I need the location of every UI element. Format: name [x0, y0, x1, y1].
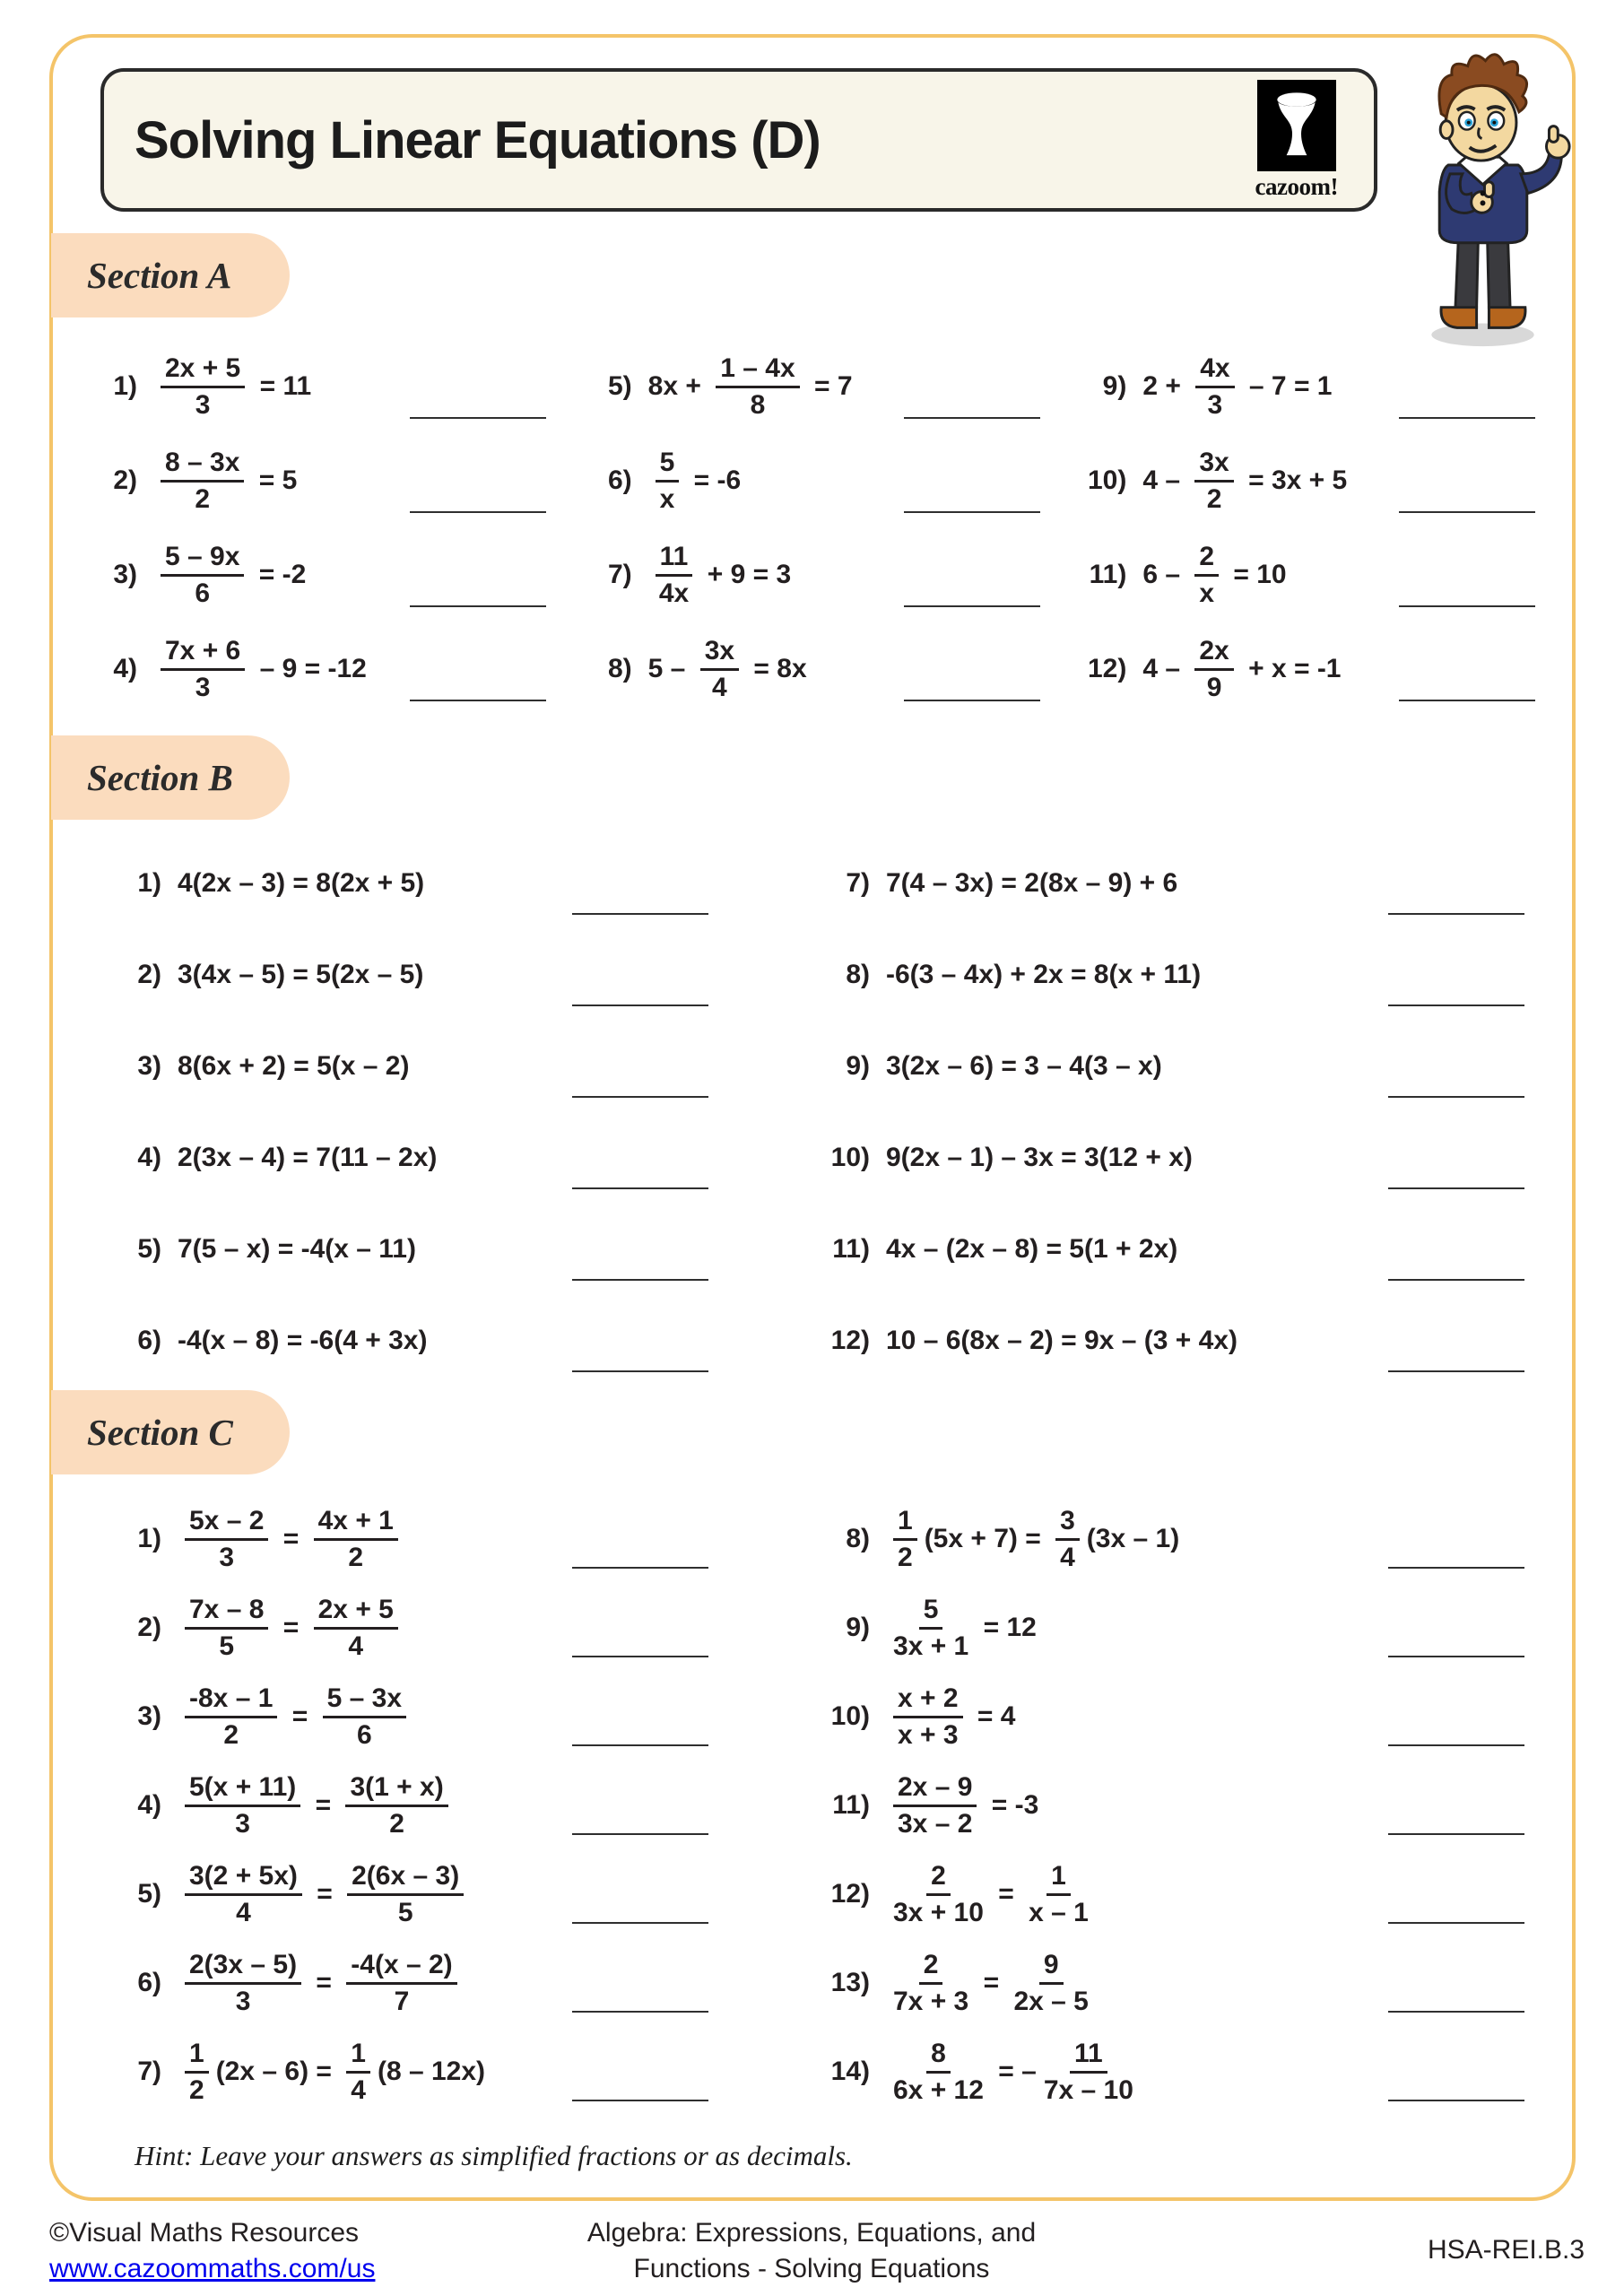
answer-line: [1399, 700, 1535, 701]
equation-item: [94, 1849, 803, 1938]
equation-item: [803, 1021, 1574, 1112]
equation-text: =: [284, 1700, 316, 1731]
equation: [153, 543, 306, 607]
equation: [178, 1862, 471, 1926]
footer-center: [448, 2215, 1175, 2287]
equation-item: [94, 1204, 803, 1295]
question-number: 1): [137, 868, 161, 898]
fraction: $\frac{5x - 2}{3}$: [185, 1507, 268, 1571]
question-number: 10): [830, 1143, 870, 1172]
fraction: $\frac{1}{2}$: [893, 1507, 917, 1571]
question-number: 1): [113, 370, 137, 401]
fraction: $\frac{3(1 + x)}{2}$: [345, 1773, 447, 1838]
equation-text: = 5: [251, 465, 298, 495]
equation: [648, 448, 742, 513]
title-box: [100, 68, 1377, 212]
page-title: Solving Linear Equations (D): [135, 110, 821, 170]
hint-text: Hint: Leave your answers as simplified fractions or as decimals.: [135, 2140, 853, 2171]
equation-item: [1065, 339, 1560, 433]
equation: [178, 1951, 465, 2015]
fraction: $\frac{2x + 5}{3}$: [161, 354, 245, 419]
answer-line: [1399, 511, 1535, 513]
fraction: $\frac{2x + 5}{4}$: [314, 1596, 398, 1660]
fraction: $\frac{2}{x}$: [1194, 543, 1219, 607]
fraction: $\frac{2x}{9}$: [1194, 637, 1233, 701]
question-number: 14): [830, 2056, 870, 2086]
answer-line: [1388, 1567, 1524, 1569]
equation-item: [803, 1672, 1574, 1761]
answer-line: [904, 417, 1040, 419]
answer-line: [572, 1922, 708, 1924]
fraction: $\frac{4x + 1}{2}$: [314, 1507, 398, 1571]
question-number: 1): [137, 1523, 161, 1553]
equation-item: [94, 2027, 803, 2116]
website-link[interactable]: www.cazoommaths.com/us: [49, 2254, 376, 2283]
equation-item: [1065, 622, 1560, 716]
question-number: 5): [137, 1878, 161, 1909]
equation-text: 4 –: [1142, 465, 1188, 495]
question-number: 3): [137, 1051, 161, 1081]
equation-text: = 10: [1226, 559, 1287, 589]
answer-line: [572, 1004, 708, 1006]
answer-line: [572, 913, 708, 915]
section-a-equations: [76, 339, 1560, 716]
section-b-label: Section B: [87, 757, 233, 798]
answer-line: [1388, 913, 1524, 915]
mascot-illustration: [1388, 41, 1578, 355]
equation-text: =: [275, 1523, 307, 1553]
fraction: $\frac{11}{7x - 10}$: [1043, 2038, 1133, 2105]
equation: [886, 1051, 1162, 1082]
answer-line: [1388, 1096, 1524, 1098]
equation-text: = -2: [251, 559, 307, 589]
equation-text: =: [308, 1878, 341, 1909]
equation: [153, 354, 311, 419]
answer-line: [572, 1096, 708, 1098]
equation-text: =: [308, 1789, 339, 1820]
equation: [886, 2039, 1141, 2104]
fraction: $\frac{1}{x - 1}$: [1029, 1860, 1089, 1927]
answer-line: [572, 1187, 708, 1189]
question-number: 2): [137, 960, 161, 989]
question-number: 8): [846, 960, 870, 989]
equation-item: [803, 1494, 1574, 1583]
equation-text: – 7 = 1: [1241, 370, 1333, 401]
fraction: $\frac{7x - 8}{5}$: [185, 1596, 268, 1660]
equation-text: =: [990, 1878, 1022, 1909]
question-number: 12): [830, 1326, 870, 1355]
answer-line: [1388, 1656, 1524, 1657]
question-number: 9): [846, 1612, 870, 1642]
answer-line: [410, 605, 546, 607]
question-number: 7): [607, 559, 632, 589]
equation-item: [571, 622, 1066, 716]
equation-item: [803, 1849, 1574, 1938]
equation-text: 3(2x – 6) = 3 – 4(3 – x): [886, 1051, 1162, 1081]
fraction: $\frac{5 - 9x}{6}$: [161, 543, 244, 607]
equation-item: [94, 1938, 803, 2027]
equation: [178, 1143, 437, 1173]
section-a-header: [51, 233, 290, 317]
equation-item: [571, 433, 1066, 527]
answer-line: [904, 700, 1040, 701]
equation: [178, 1326, 427, 1356]
fraction: $\frac{3(2 + 5x)}{4}$: [185, 1862, 302, 1926]
equation-text: 10 – 6(8x – 2) = 9x – (3 + 4x): [886, 1326, 1238, 1355]
answer-line: [1388, 1833, 1524, 1835]
fraction: $\frac{3}{4}$: [1055, 1507, 1080, 1571]
equation: [178, 2039, 485, 2104]
equation-text: (5x + 7) =: [924, 1523, 1049, 1553]
fraction: $\frac{2(3x - 5)}{3}$: [185, 1951, 301, 2015]
equation-item: [571, 339, 1066, 433]
equation-text: 5 –: [647, 653, 693, 683]
equation-text: 2(3x – 4) = 7(11 – 2x): [178, 1143, 438, 1172]
equation: [886, 1684, 1015, 1749]
answer-line: [572, 1833, 708, 1835]
equation-text: + 9 = 3: [699, 559, 792, 589]
equation-text: 7(4 – 3x) = 2(8x – 9) + 6: [886, 868, 1178, 898]
fraction: $\frac{1}{4}$: [346, 2039, 370, 2104]
equation: [886, 868, 1177, 899]
question-number: 7): [137, 2056, 161, 2086]
question-number: 7): [846, 868, 870, 898]
equation-text: + x = -1: [1240, 653, 1342, 683]
equation-text: 4(2x – 3) = 8(2x + 5): [178, 868, 425, 898]
equation-text: = 11: [252, 370, 312, 401]
equation: [886, 1862, 1096, 1926]
fraction: $\frac{x + 2}{x + 3}$: [893, 1684, 963, 1749]
equation-item: [94, 1021, 803, 1112]
answer-line: [572, 1744, 708, 1746]
equation-text: 2 +: [1142, 370, 1189, 401]
section-c-label: Section C: [87, 1412, 233, 1453]
equation-item: [803, 1761, 1574, 1849]
equation-text: 3(4x – 5) = 5(2x – 5): [178, 960, 424, 989]
equation: [178, 1234, 416, 1265]
question-number: 6): [137, 1967, 161, 1997]
answer-line: [1388, 1187, 1524, 1189]
fraction: $\frac{5 - 3x}{6}$: [323, 1684, 406, 1749]
section-b-equations: [94, 838, 1574, 1387]
equation-text: 6 –: [1142, 559, 1188, 589]
equation-item: [76, 622, 571, 716]
answer-line: [572, 2011, 708, 2013]
question-number: 4): [113, 653, 137, 683]
answer-line: [1388, 1744, 1524, 1746]
equation-text: 8(6x + 2) = 5(x – 2): [178, 1051, 410, 1081]
equation-item: [803, 838, 1574, 929]
equation: [648, 543, 791, 607]
fraction: $\frac{2x - 9}{3x - 2}$: [893, 1773, 977, 1838]
equation-item: [571, 527, 1066, 622]
section-c-header: [51, 1390, 290, 1474]
answer-line: [572, 1656, 708, 1657]
equation-text: (2x – 6) =: [215, 2056, 340, 2086]
answer-line: [1388, 2100, 1524, 2101]
footer-left: [49, 2215, 375, 2287]
equation-text: 7(5 – x) = -4(x – 11): [178, 1234, 416, 1264]
equation-item: [76, 339, 571, 433]
section-c-equations: [94, 1494, 1574, 2116]
fraction: $\frac{9}{2x - 5}$: [1013, 1949, 1089, 2016]
equation: [178, 960, 423, 990]
equation-item: [94, 929, 803, 1021]
question-number: 9): [846, 1051, 870, 1081]
answer-line: [572, 1567, 708, 1569]
fraction: $\frac{11}{4x}$: [656, 543, 693, 607]
equation-text: -6(3 – 4x) + 2x = 8(x + 11): [886, 960, 1202, 989]
equation: [886, 1234, 1177, 1265]
equation-item: [803, 1295, 1574, 1387]
fraction: $\frac{5}{3x + 1}$: [893, 1594, 969, 1661]
fraction: $\frac{-4(x - 2)}{7}$: [346, 1951, 456, 2015]
equation: [178, 868, 424, 899]
answer-line: [1388, 1279, 1524, 1281]
fraction: $\frac{4x}{3}$: [1195, 354, 1234, 419]
drum-icon: [1257, 80, 1336, 171]
equation-text: (8 – 12x): [377, 2056, 486, 2086]
equation: [648, 637, 807, 701]
answer-line: [572, 2100, 708, 2101]
equation-item: [803, 1112, 1574, 1204]
question-number: 6): [137, 1326, 161, 1355]
fraction: $\frac{1}{2}$: [185, 2039, 209, 2104]
fraction: $\frac{5}{x}$: [656, 448, 680, 513]
equation-text: = -6: [686, 465, 742, 495]
equation-item: [803, 2027, 1574, 2116]
equation-text: = –: [990, 2056, 1037, 2086]
equation-text: =: [308, 1967, 340, 1997]
question-number: 12): [1087, 653, 1127, 683]
equation: [886, 960, 1201, 990]
copyright-text: ©Visual Maths Resources: [49, 2218, 360, 2248]
equation: [886, 1773, 1038, 1838]
equation-text: = 8x: [746, 653, 807, 683]
fraction: $\frac{2}{7x + 3}$: [893, 1949, 969, 2016]
fraction: $\frac{1 - 4x}{8}$: [716, 354, 799, 419]
equation: [1142, 354, 1332, 419]
answer-line: [1388, 2011, 1524, 2013]
question-number: 4): [137, 1789, 161, 1820]
equation: [1142, 543, 1286, 607]
equation-text: – 9 = -12: [252, 653, 367, 683]
question-number: 5): [607, 370, 632, 401]
equation-text: 9(2x – 1) – 3x = 3(12 + x): [886, 1143, 1193, 1172]
fraction: $\frac{3x}{4}$: [700, 637, 739, 701]
equation: [886, 1951, 1096, 2015]
equation-item: [94, 1494, 803, 1583]
equation-item: [803, 929, 1574, 1021]
answer-line: [1388, 1370, 1524, 1372]
equation-text: (3x – 1): [1086, 1523, 1180, 1553]
equation-item: [94, 1295, 803, 1387]
equation: [153, 637, 367, 701]
question-number: 10): [830, 1700, 870, 1731]
equation-item: [94, 1672, 803, 1761]
question-number: 8): [607, 653, 632, 683]
answer-line: [904, 605, 1040, 607]
equation-item: [1065, 433, 1560, 527]
equation: [648, 354, 853, 419]
equation: [886, 1596, 1037, 1660]
fraction: $\frac{8 - 3x}{2}$: [161, 448, 244, 513]
equation: [886, 1143, 1193, 1173]
question-number: 12): [830, 1878, 870, 1909]
equation: [886, 1326, 1238, 1356]
topic-line-2: Functions - Solving Equations: [633, 2254, 990, 2283]
answer-line: [410, 511, 546, 513]
answer-line: [904, 511, 1040, 513]
answer-line: [572, 1370, 708, 1372]
fraction: $\frac{5(x + 11)}{3}$: [185, 1773, 300, 1838]
equation-item: [76, 433, 571, 527]
question-number: 8): [846, 1523, 870, 1553]
answer-line: [572, 1279, 708, 1281]
equation-item: [94, 1583, 803, 1672]
question-number: 9): [1102, 370, 1127, 401]
equation-text: = 3x + 5: [1240, 465, 1348, 495]
equation: [178, 1051, 410, 1082]
standard-code: HSA-REI.B.3: [1428, 2235, 1585, 2265]
equation: [886, 1507, 1179, 1571]
fraction: $\frac{3x}{2}$: [1194, 448, 1233, 513]
question-number: 2): [113, 465, 137, 495]
fraction: $\frac{-8x - 1}{2}$: [185, 1684, 277, 1749]
answer-line: [1399, 605, 1535, 607]
equation: [178, 1507, 405, 1571]
equation: [178, 1596, 405, 1660]
fraction: $\frac{8}{6x + 12}$: [893, 2038, 984, 2105]
equation-text: = 7: [806, 370, 853, 401]
equation-item: [94, 838, 803, 929]
equation-item: [803, 1204, 1574, 1295]
question-number: 11): [1089, 559, 1127, 589]
equation-item: [94, 1761, 803, 1849]
equation-item: [76, 527, 571, 622]
answer-line: [410, 417, 546, 419]
equation-text: 4x – (2x – 8) = 5(1 + 2x): [886, 1234, 1178, 1264]
question-number: 3): [137, 1700, 161, 1731]
equation-text: = -3: [984, 1789, 1039, 1820]
equation-item: [1065, 527, 1560, 622]
topic-line-1: Algebra: Expressions, Equations, and: [586, 2218, 1037, 2248]
question-number: 11): [832, 1789, 870, 1820]
equation-text: 8x +: [647, 370, 709, 401]
question-number: 4): [137, 1143, 161, 1172]
question-number: 6): [607, 465, 632, 495]
fraction: $\frac{7x + 6}{3}$: [161, 637, 245, 701]
answer-line: [410, 700, 546, 701]
fraction: $\frac{2(6x - 3)}{5}$: [347, 1862, 464, 1926]
equation-text: -4(x – 8) = -6(4 + 3x): [178, 1326, 428, 1355]
answer-line: [1388, 1004, 1524, 1006]
cazoom-logo: [1255, 80, 1338, 201]
equation-text: =: [275, 1612, 307, 1642]
equation: [178, 1684, 413, 1749]
question-number: 10): [1087, 465, 1127, 495]
fraction: $\frac{2}{3x + 10}$: [893, 1860, 984, 1927]
equation: [1142, 637, 1341, 701]
section-b-header: [51, 735, 290, 820]
equation-item: [94, 1112, 803, 1204]
equation-item: [803, 1938, 1574, 2027]
question-number: 5): [137, 1234, 161, 1264]
equation-text: = 12: [976, 1612, 1037, 1642]
logo-text: cazoom!: [1255, 172, 1338, 200]
question-number: 13): [830, 1967, 870, 1997]
question-number: 2): [137, 1612, 161, 1642]
equation-text: = 4: [969, 1700, 1016, 1731]
equation: [153, 448, 297, 513]
equation: [178, 1773, 456, 1838]
equation: [1142, 448, 1347, 513]
answer-line: [1388, 1922, 1524, 1924]
equation-text: =: [976, 1967, 1007, 1997]
equation-text: 4 –: [1142, 653, 1188, 683]
question-number: 11): [832, 1234, 870, 1264]
equation-item: [803, 1583, 1574, 1672]
answer-line: [1399, 417, 1535, 419]
question-number: 3): [113, 559, 137, 589]
section-a-label: Section A: [87, 255, 232, 296]
